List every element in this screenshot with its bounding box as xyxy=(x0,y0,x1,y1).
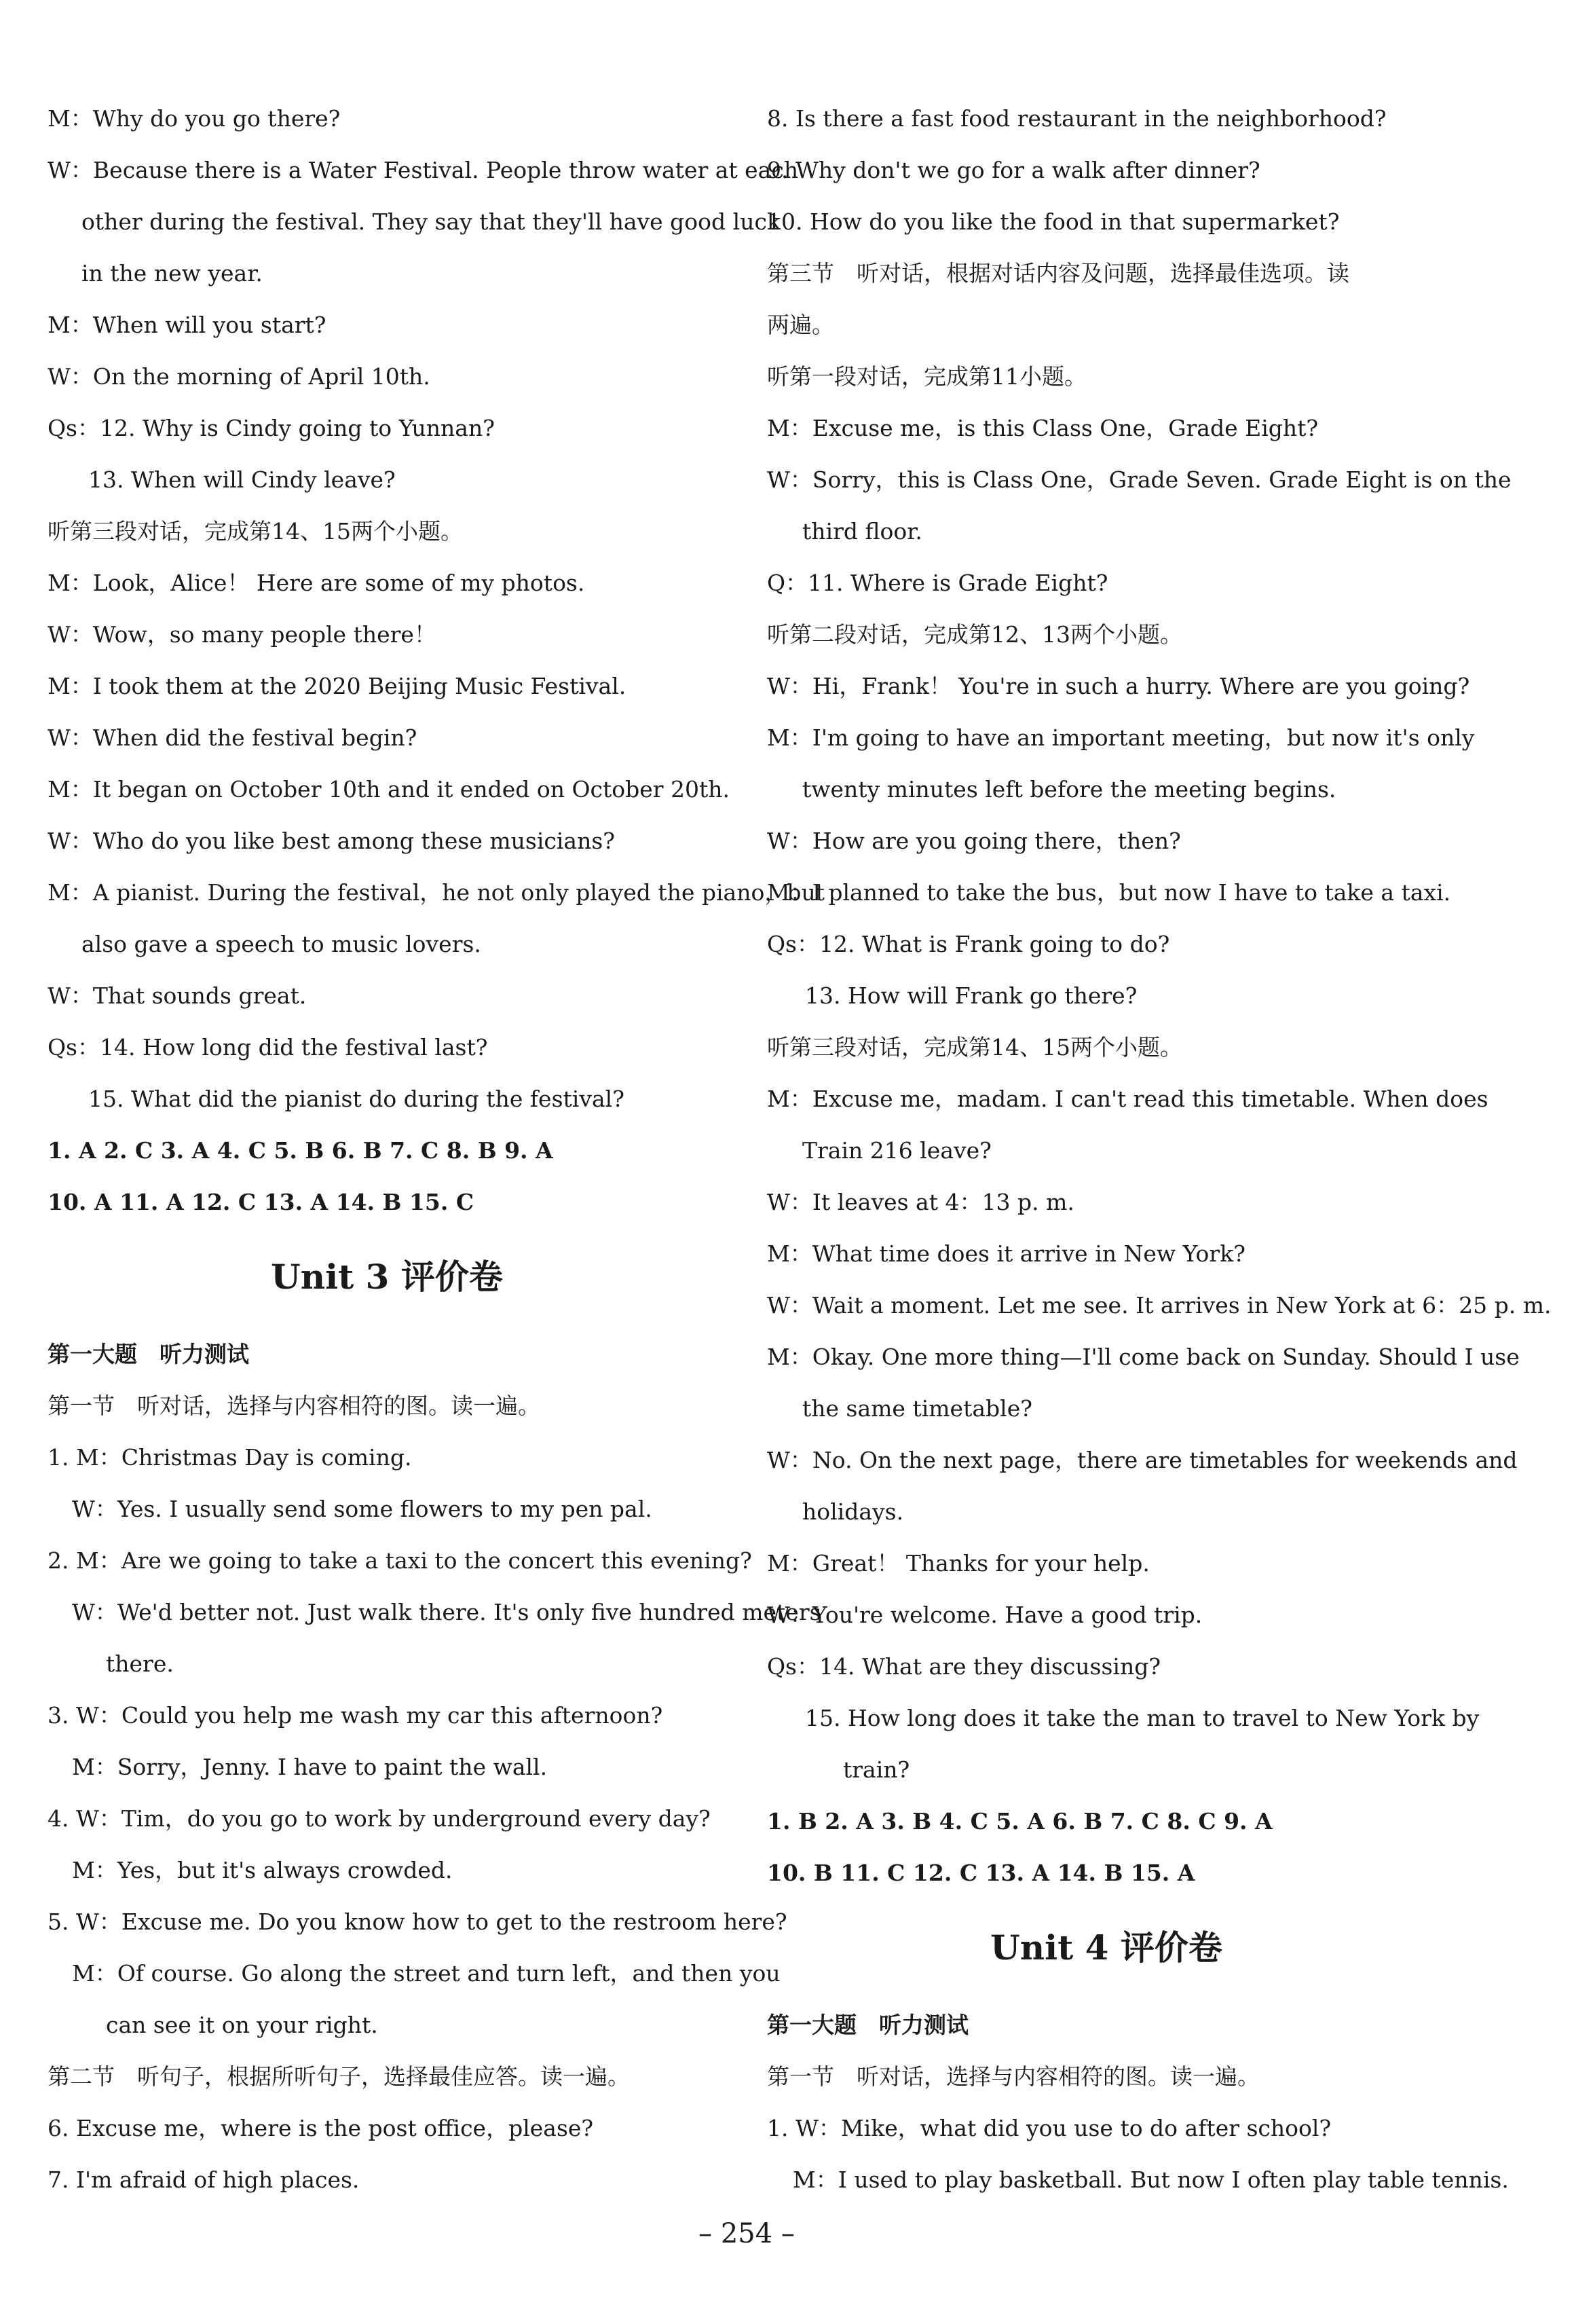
section-title: 第一大题 听力测试 xyxy=(767,2012,969,2038)
text-line: W：Wait a moment. Let me see. It arrives in New York at 6：25 p. m. xyxy=(767,1292,1552,1318)
text-line: M：Yes，but it's always crowded. xyxy=(72,1857,453,1883)
question-line: Qs：14. What are they discussing? xyxy=(767,1653,1161,1680)
text-line: W：No. On the next page，there are timetables for weekends and xyxy=(767,1447,1518,1473)
page-number: – 254 – xyxy=(698,2218,795,2249)
text-line: M：Excuse me，is this Class One，Grade Eight? xyxy=(767,415,1319,441)
text-line: M：Great！ Thanks for your help. xyxy=(767,1550,1150,1576)
text-line: M：When will you start? xyxy=(48,312,326,338)
text-line: M：Look，Alice！ Here are some of my photos. xyxy=(48,570,585,596)
text-line: W：Because there is a Water Festival. People throw water at each xyxy=(48,157,799,183)
question-line: 15. What did the pianist do during the festival? xyxy=(88,1086,624,1112)
text-line: in the new year. xyxy=(81,260,263,287)
text-line: also gave a speech to music lovers. xyxy=(81,931,481,957)
question-line: Qs：12. What is Frank going to do? xyxy=(767,931,1170,957)
text-line: 9. Why don't we go for a walk after dinner? xyxy=(767,157,1260,183)
instruction-line: 两遍。 xyxy=(767,312,834,338)
text-line: M：I'm going to have an important meeting，but now it's only xyxy=(767,724,1475,751)
question-line: 15. How long does it take the man to travel to New York by xyxy=(805,1705,1480,1731)
text-line: M：Of course. Go along the street and turn left，and then you xyxy=(72,1960,781,1987)
text-line: 1. W：Mike，what did you use to do after school? xyxy=(767,2115,1332,2141)
instruction-line: 听第一段对话，完成第11小题。 xyxy=(767,363,1087,390)
text-line: other during the festival. They say that they'll have good luck xyxy=(81,208,781,235)
text-line: M：I took them at the 2020 Beijing Music Festival. xyxy=(48,673,626,699)
text-line: W：You're welcome. Have a good trip. xyxy=(767,1602,1203,1628)
text-line: holidays. xyxy=(802,1498,904,1525)
section-title: 第一大题 听力测试 xyxy=(48,1341,249,1367)
text-line: W：Who do you like best among these musicians? xyxy=(48,828,615,854)
unit3-heading: Unit 3 评价卷 xyxy=(271,1257,503,1297)
text-line: M：I used to play basketball. But now I often play table tennis. xyxy=(793,2166,1509,2193)
unit4-heading: Unit 4 评价卷 xyxy=(990,1928,1222,1968)
question-line: Q：11. Where is Grade Eight? xyxy=(767,570,1108,596)
text-line: W：It leaves at 4：13 p. m. xyxy=(767,1189,1074,1215)
text-line: third floor. xyxy=(802,518,922,545)
instruction-line: 第一节 听对话，选择与内容相符的图。读一遍。 xyxy=(48,1392,540,1419)
text-line: W：On the morning of April 10th. xyxy=(48,363,430,390)
text-line: M：Sorry，Jenny. I have to paint the wall. xyxy=(72,1754,548,1780)
instruction-line: 听第二段对话，完成第12、13两个小题。 xyxy=(767,621,1182,648)
text-line: M：I planned to take the bus，but now I have to take a taxi. xyxy=(767,879,1451,906)
instruction-line: 听第三段对话，完成第14、15两个小题。 xyxy=(48,518,463,545)
question-line: train? xyxy=(843,1756,910,1783)
instruction-line: 第三节 听对话，根据对话内容及问题，选择最佳选项。读 xyxy=(767,260,1349,287)
text-line: W：That sounds great. xyxy=(48,982,307,1009)
text-line: Train 216 leave? xyxy=(802,1137,992,1164)
text-line: 7. I'm afraid of high places. xyxy=(48,2166,360,2193)
question-line: 13. How will Frank go there? xyxy=(805,982,1138,1009)
text-line: W：When did the festival begin? xyxy=(48,724,417,751)
answer-key-line: 1. B 2. A 3. B 4. C 5. A 6. B 7. C 8. C 9. A xyxy=(767,1808,1273,1834)
text-line: M：It began on October 10th and it ended on October 20th. xyxy=(48,776,730,803)
text-line: twenty minutes left before the meeting begins. xyxy=(802,776,1336,803)
text-line: M：Why do you go there? xyxy=(48,105,341,132)
answer-key-line: 1. A 2. C 3. A 4. C 5. B 6. B 7. C 8. B 9. A xyxy=(48,1137,553,1164)
text-line: W：Yes. I usually send some flowers to my pen pal. xyxy=(72,1496,652,1522)
text-line: M：Excuse me，madam. I can't read this timetable. When does xyxy=(767,1086,1488,1112)
question-line: Qs：12. Why is Cindy going to Yunnan? xyxy=(48,415,495,441)
instruction-line: 第二节 听句子，根据所听句子，选择最佳应答。读一遍。 xyxy=(48,2063,630,2090)
text-line: the same timetable? xyxy=(802,1395,1032,1422)
text-line: 2. M：Are we going to take a taxi to the concert this evening? xyxy=(48,1547,752,1574)
text-line: there. xyxy=(106,1650,174,1677)
text-line: M：What time does it arrive in New York? xyxy=(767,1240,1245,1267)
text-line: 3. W：Could you help me wash my car this afternoon? xyxy=(48,1702,663,1729)
text-line: 6. Excuse me，where is the post office，please? xyxy=(48,2115,594,2141)
question-line: 13. When will Cindy leave? xyxy=(88,466,396,493)
text-line: 5. W：Excuse me. Do you know how to get to the restroom here? xyxy=(48,1908,787,1935)
text-line: W：Wow，so many people there！ xyxy=(48,621,436,648)
text-line: W：How are you going there，then? xyxy=(767,828,1181,854)
answer-key-line: 10. B 11. C 12. C 13. A 14. B 15. A xyxy=(767,1860,1195,1886)
text-line: M：A pianist. During the festival，he not only played the piano，but xyxy=(48,879,825,906)
question-line: Qs：14. How long did the festival last? xyxy=(48,1034,488,1060)
text-line: M：Okay. One more thing—I'll come back on Sunday. Should I use xyxy=(767,1344,1520,1370)
text-line: W：Hi，Frank！ You're in such a hurry. Where are you going? xyxy=(767,673,1470,699)
text-line: 10. How do you like the food in that supermarket? xyxy=(767,208,1340,235)
text-line: 4. W：Tim，do you go to work by underground every day? xyxy=(48,1805,711,1832)
text-line: can see it on your right. xyxy=(106,2012,378,2038)
instruction-line: 听第三段对话，完成第14、15两个小题。 xyxy=(767,1034,1182,1060)
text-line: W：We'd better not. Just walk there. It's only five hundred meters xyxy=(72,1599,821,1625)
text-line: 8. Is there a fast food restaurant in the neighborhood? xyxy=(767,105,1387,132)
text-line: 1. M：Christmas Day is coming. xyxy=(48,1444,412,1471)
instruction-line: 第一节 听对话，选择与内容相符的图。读一遍。 xyxy=(767,2063,1260,2090)
answer-key-line: 10. A 11. A 12. C 13. A 14. B 15. C xyxy=(48,1189,474,1215)
text-line: W：Sorry，this is Class One，Grade Seven. Grade Eight is on the xyxy=(767,466,1512,493)
